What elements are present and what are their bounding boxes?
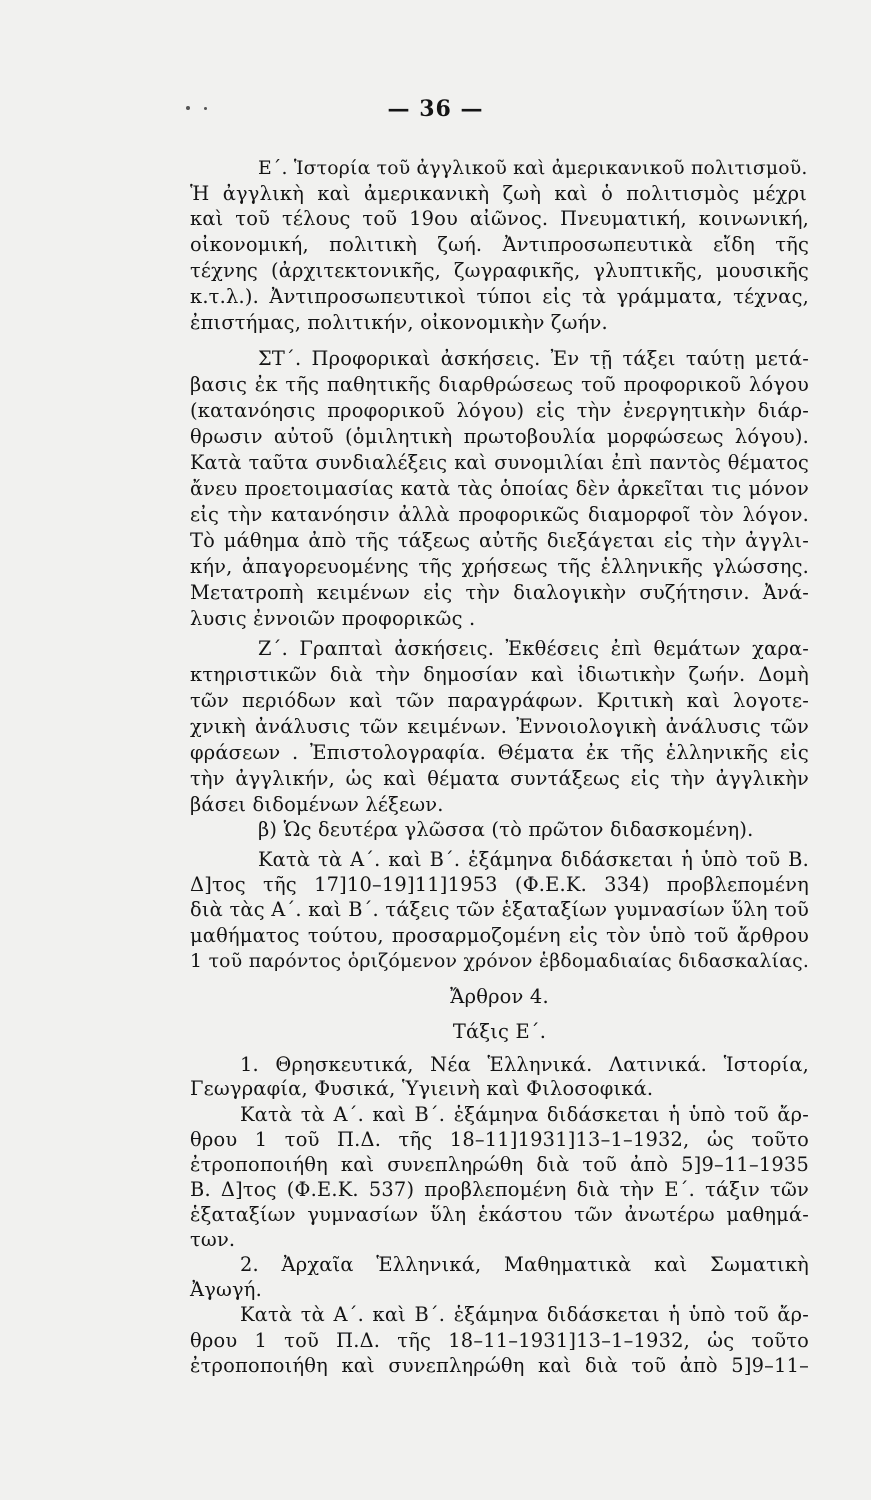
text-line: ἑξαταξίων γυμνασίων ὕλη ἑκάστου τῶν ἀνωτέρω μαθημά-	[190, 1203, 809, 1226]
text-line: β) Ὡς δευτέρα γλῶσσα (τὸ πρῶτον διδασκομένη).	[258, 818, 754, 841]
text-line: ἐτροποποιήθη καὶ συνεπληρώθη διὰ τοῦ ἀπὸ 5]9–11–1935	[190, 1153, 809, 1176]
text-line: Κατὰ ταῦτα συνδιαλέξεις καὶ συνομιλίαι ἐπὶ παντὸς θέματος	[190, 451, 809, 474]
text-line: Τὸ μάθημα ἀπὸ τῆς τάξεως αὐτῆς διεξάγεται εἰς τὴν ἀγγλι-	[190, 529, 809, 552]
page-number: — 36 —	[387, 96, 484, 122]
text-line: κήν, ἀπαγορευομένης τῆς χρήσεως τῆς ἑλληνικῆς γλώσσης.	[190, 555, 809, 578]
text-line: ἐτροποποιήθη καὶ συνεπληρώθη καὶ διὰ τοῦ ἀπὸ 5]9–11–	[190, 1354, 809, 1377]
text-line: βασις ἐκ τῆς παθητικῆς διαρθρώσεως τοῦ προφορικοῦ λόγου	[190, 373, 809, 396]
text-line: ἐπιστήμας, πολιτικήν, οἰκονομικὴν ζωήν.	[190, 311, 608, 334]
article-heading: Ἄρθρον 4.	[450, 985, 549, 1008]
text-line: Κατὰ τὰ Α΄. καὶ Β΄. ἑξάμηνα διδάσκεται ἡ ὑπὸ τοῦ ἄρ-	[240, 1303, 809, 1326]
text-line: διὰ τὰς Α΄. καὶ Β΄. τάξεις τῶν ἑξαταξίων γυμνασίων ὕλη τοῦ	[190, 898, 809, 921]
text-line: θρου 1 τοῦ Π.Δ. τῆς 18–11–1931]13–1–1932, ὡς τοῦτο	[190, 1329, 809, 1352]
text-line: 1. Θρησκευτικά, Νέα Ἑλληνικά. Λατινικά. Ἱστορία,	[240, 1053, 809, 1076]
text-line: Ἀγωγή.	[190, 1278, 262, 1301]
text-line: καὶ τοῦ τέλους τοῦ 19ου αἰῶνος. Πνευματική, κοινωνική,	[190, 207, 809, 230]
text-line: 2. Ἀρχαῖα Ἑλληνικά, Μαθηματικὰ καὶ Σωματικὴ	[240, 1253, 809, 1276]
text-line: θρωσιν αὐτοῦ (ὁμιλητικὴ πρωτοβουλία μορφώσεως λόγου).	[190, 425, 809, 448]
text-line: Κατὰ τὰ Α΄. καὶ Β΄. ἑξάμηνα διδάσκεται ἡ ὑπὸ τοῦ ἄρ-	[240, 1103, 809, 1126]
text-line: ἄνευ προετοιμασίας κατὰ τὰς ὁποίας δὲν ἀρκεῖται τις μόνον	[190, 477, 809, 500]
text-line: Κατὰ τὰ Α΄. καὶ Β΄. ἑξάμηνα διδάσκεται ἡ ὑπὸ τοῦ Β.	[258, 848, 809, 871]
text-line: βάσει διδομένων λέξεων.	[190, 793, 444, 816]
text-line: Γεωγραφία, Φυσικά, Ὑγιεινὴ καὶ Φιλοσοφικά.	[190, 1077, 654, 1100]
text-line: των.	[190, 1228, 236, 1251]
text-line: Μετατροπὴ κειμένων εἰς τὴν διαλογικὴν συζήτησιν. Ἀνά-	[190, 581, 809, 604]
text-line: Δ]τος τῆς 17]10–19]11]1953 (Φ.Ε.Κ. 334) προβλεπομένη	[190, 873, 809, 896]
text-line: τέχνης (ἀρχιτεκτονικῆς, ζωγραφικῆς, γλυπτικῆς, μουσικῆς	[190, 259, 809, 282]
text-line: χνικὴ ἀνάλυσις τῶν κειμένων. Ἐννοιολογικὴ ἀνάλυσις τῶν	[190, 715, 809, 738]
class-heading: Τάξις Ε΄.	[452, 1020, 547, 1043]
text-line: οἰκονομική, πολιτικὴ ζωή. Ἀντιπροσωπευτικὰ εἴδη τῆς	[190, 233, 809, 256]
text-line: 1 τοῦ παρόντος ὁριζόμενον χρόνον ἑβδομαδιαίας διδασκαλίας.	[190, 951, 809, 972]
text-line: Ζ΄. Γραπταὶ ἀσκήσεις. Ἐκθέσεις ἐπὶ θεμάτων χαρα-	[258, 637, 809, 660]
text-line: κ.τ.λ.). Ἀντιπροσωπευτικοὶ τύποι εἰς τὰ γράμματα, τέχνας,	[190, 285, 809, 308]
text-line: μαθήματος τούτου, προσαρμοζομένη εἰς τὸν ὑπὸ τοῦ ἄρθρου	[190, 924, 809, 947]
text-line: κτηριστικῶν διὰ τὴν δημοσίαν καὶ ἰδιωτικὴν ζωήν. Δομὴ	[190, 663, 809, 686]
text-line: (κατανόησις προφορικοῦ λόγου) εἰς τὴν ἐνεργητικὴν διάρ-	[190, 399, 809, 422]
text-line: λυσις ἐννοιῶν προφορικῶς .	[190, 607, 476, 630]
text-line: Β. Δ]τος (Φ.Ε.Κ. 537) προβλεπομένη διὰ τὴν Ε΄. τάξιν τῶν	[190, 1178, 809, 1201]
text-line: θρου 1 τοῦ Π.Δ. τῆς 18–11]1931]13–1–1932, ὡς τοῦτο	[190, 1128, 809, 1151]
text-line: φράσεων . Ἐπιστολογραφία. Θέματα ἐκ τῆς ἑλληνικῆς εἰς	[190, 741, 809, 764]
text-line: τὴν ἀγγλικήν, ὡς καὶ θέματα συντάξεως εἰς τὴν ἀγγλικὴν	[190, 767, 809, 790]
text-line: Ε΄. Ἱστορία τοῦ ἀγγλικοῦ καὶ ἀμερικανικοῦ πολιτισμοῦ.	[258, 158, 808, 179]
text-line: τῶν περιόδων καὶ τῶν παραγράφων. Κριτικὴ καὶ λογοτε-	[190, 689, 809, 712]
text-line: Ἡ ἀγγλικὴ καὶ ἀμερικανικὴ ζωὴ καὶ ὁ πολιτισμὸς μέχρι	[190, 182, 807, 205]
text-line: ΣΤ΄. Προφορικαὶ ἀσκήσεις. Ἐν τῇ τάξει ταύτῃ μετά-	[258, 347, 809, 370]
text-line: εἰς τὴν κατανόησιν ἀλλὰ προφορικῶς διαμορφοῖ τὸν λόγον.	[190, 503, 809, 526]
